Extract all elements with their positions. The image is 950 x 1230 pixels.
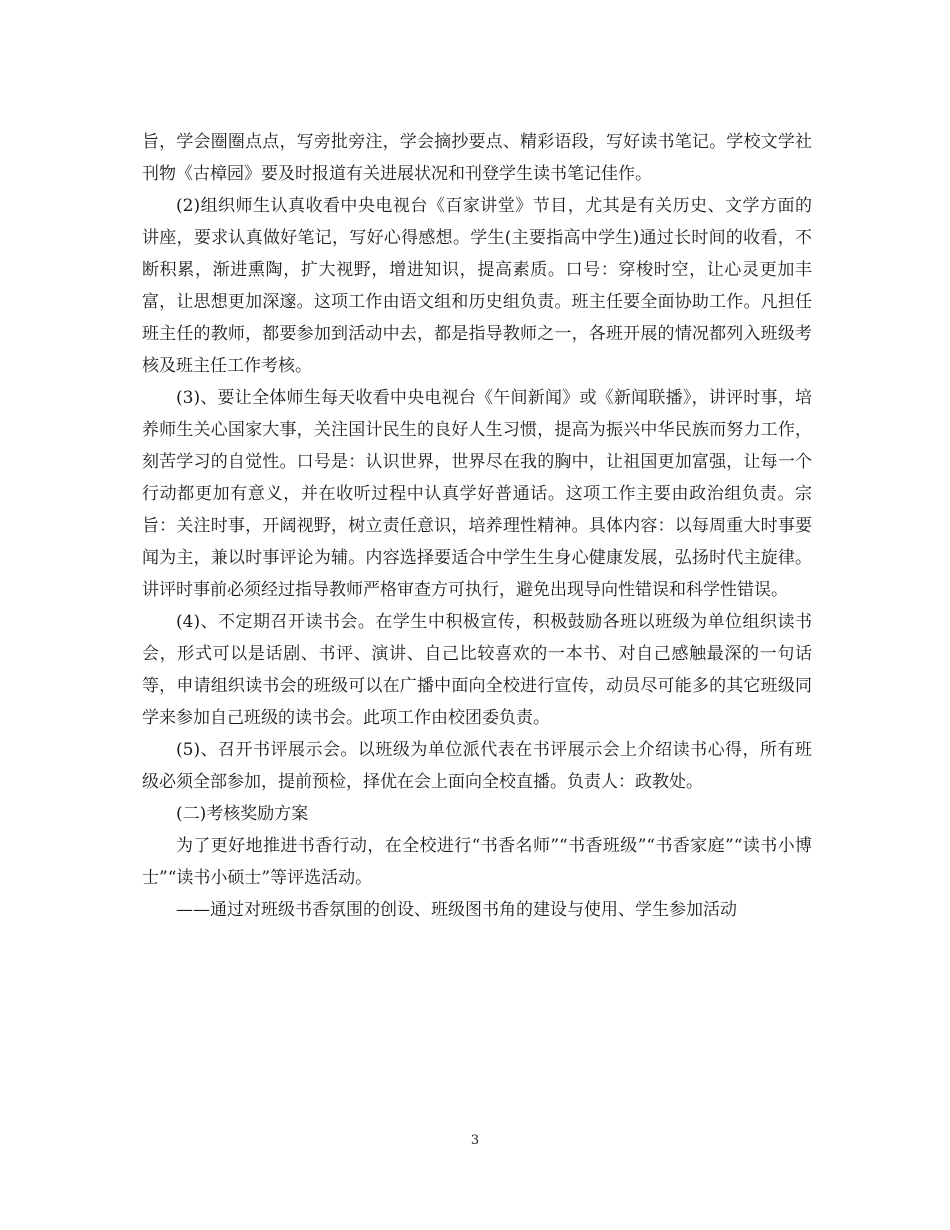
paragraph-item-2: (2)组织师生认真收看中央电视台《百家讲堂》节目，尤其是有关历史、文学方面的讲座，要求认真做好笔记，写好心得感想。学生(主要指高中学生)通过长时间的收看，不断积累，渐进熏陶，扩大视野，增进知识，提高素质。口号：穿梭时空，让心灵更加丰富，让思想更加深邃。这项工作由语文组和历史组负责。班主任要全面协助工作。凡担任班主任的教师，都要参加到活动中去，都是指导教师之一，各班开展的情况都列入班级考核及班主任工作考核。 (142, 196, 812, 376)
paragraph-dash: ——通过对班级书香氛围的创设、班级图书角的建设与使用、学生参加活动 (176, 900, 737, 920)
paragraph-item-4: (4)、不定期召开读书会。在学生中积极宣传，积极鼓励各班以班级为单位组织读书会，形式可以是话剧、书评、演讲、自己比较喜欢的一本书、对自己感触最深的一句话等，申请组织读书会的班级可以在广播中面向全校进行宣传，动员尽可能多的其它班级同学来参加自己班级的读书会。此项工作由校团委负责。 (142, 612, 812, 728)
paragraph-intro: 为了更好地推进书香行动，在全校进行“书香名师”“书香班级”“书香家庭”“读书小博士”“读书小硕士”等评选活动。 (142, 836, 812, 888)
paragraph-item-3: (3)、要让全体师生每天收看中央电视台《午间新闻》或《新闻联播》，讲评时事，培养师生关心国家大事，关注国计民生的良好人生习惯，提高为振兴中华民族而努力工作，刻苦学习的自觉性。口号是：认识世界，世界尽在我的胸中，让祖国更加富强，让每一个行动都更加有意义，并在收听过程中认真学好普通话。这项工作主要由政治组负责。宗旨：关注时事，开阔视野，树立责任意识，培养理性精神。具体内容：以每周重大时事要闻为主，兼以时事评论为辅。内容选择要适合中学生生身心健康发展，弘扬时代主旋律。讲评时事前必须经过指导教师严格审查方可执行，避免出现导向性错误和科学性错误。 (142, 388, 812, 600)
body-text (142, 126, 812, 926)
paragraph-continuation: 旨，学会圈圈点点，写旁批旁注，学会摘抄要点、精彩语段，写好读书笔记。学校文学社刊物《古樟园》要及时报道有关进展状况和刊登学生读书笔记佳作。 (142, 132, 812, 184)
section-heading: (二)考核奖励方案 (176, 804, 309, 824)
page-number: 3 (470, 1133, 480, 1148)
paragraph-item-5: (5)、召开书评展示会。以班级为单位派代表在书评展示会上介绍读书心得，所有班级必须全部参加，提前预检，择优在会上面向全校直播。负责人：政教处。 (142, 740, 812, 792)
